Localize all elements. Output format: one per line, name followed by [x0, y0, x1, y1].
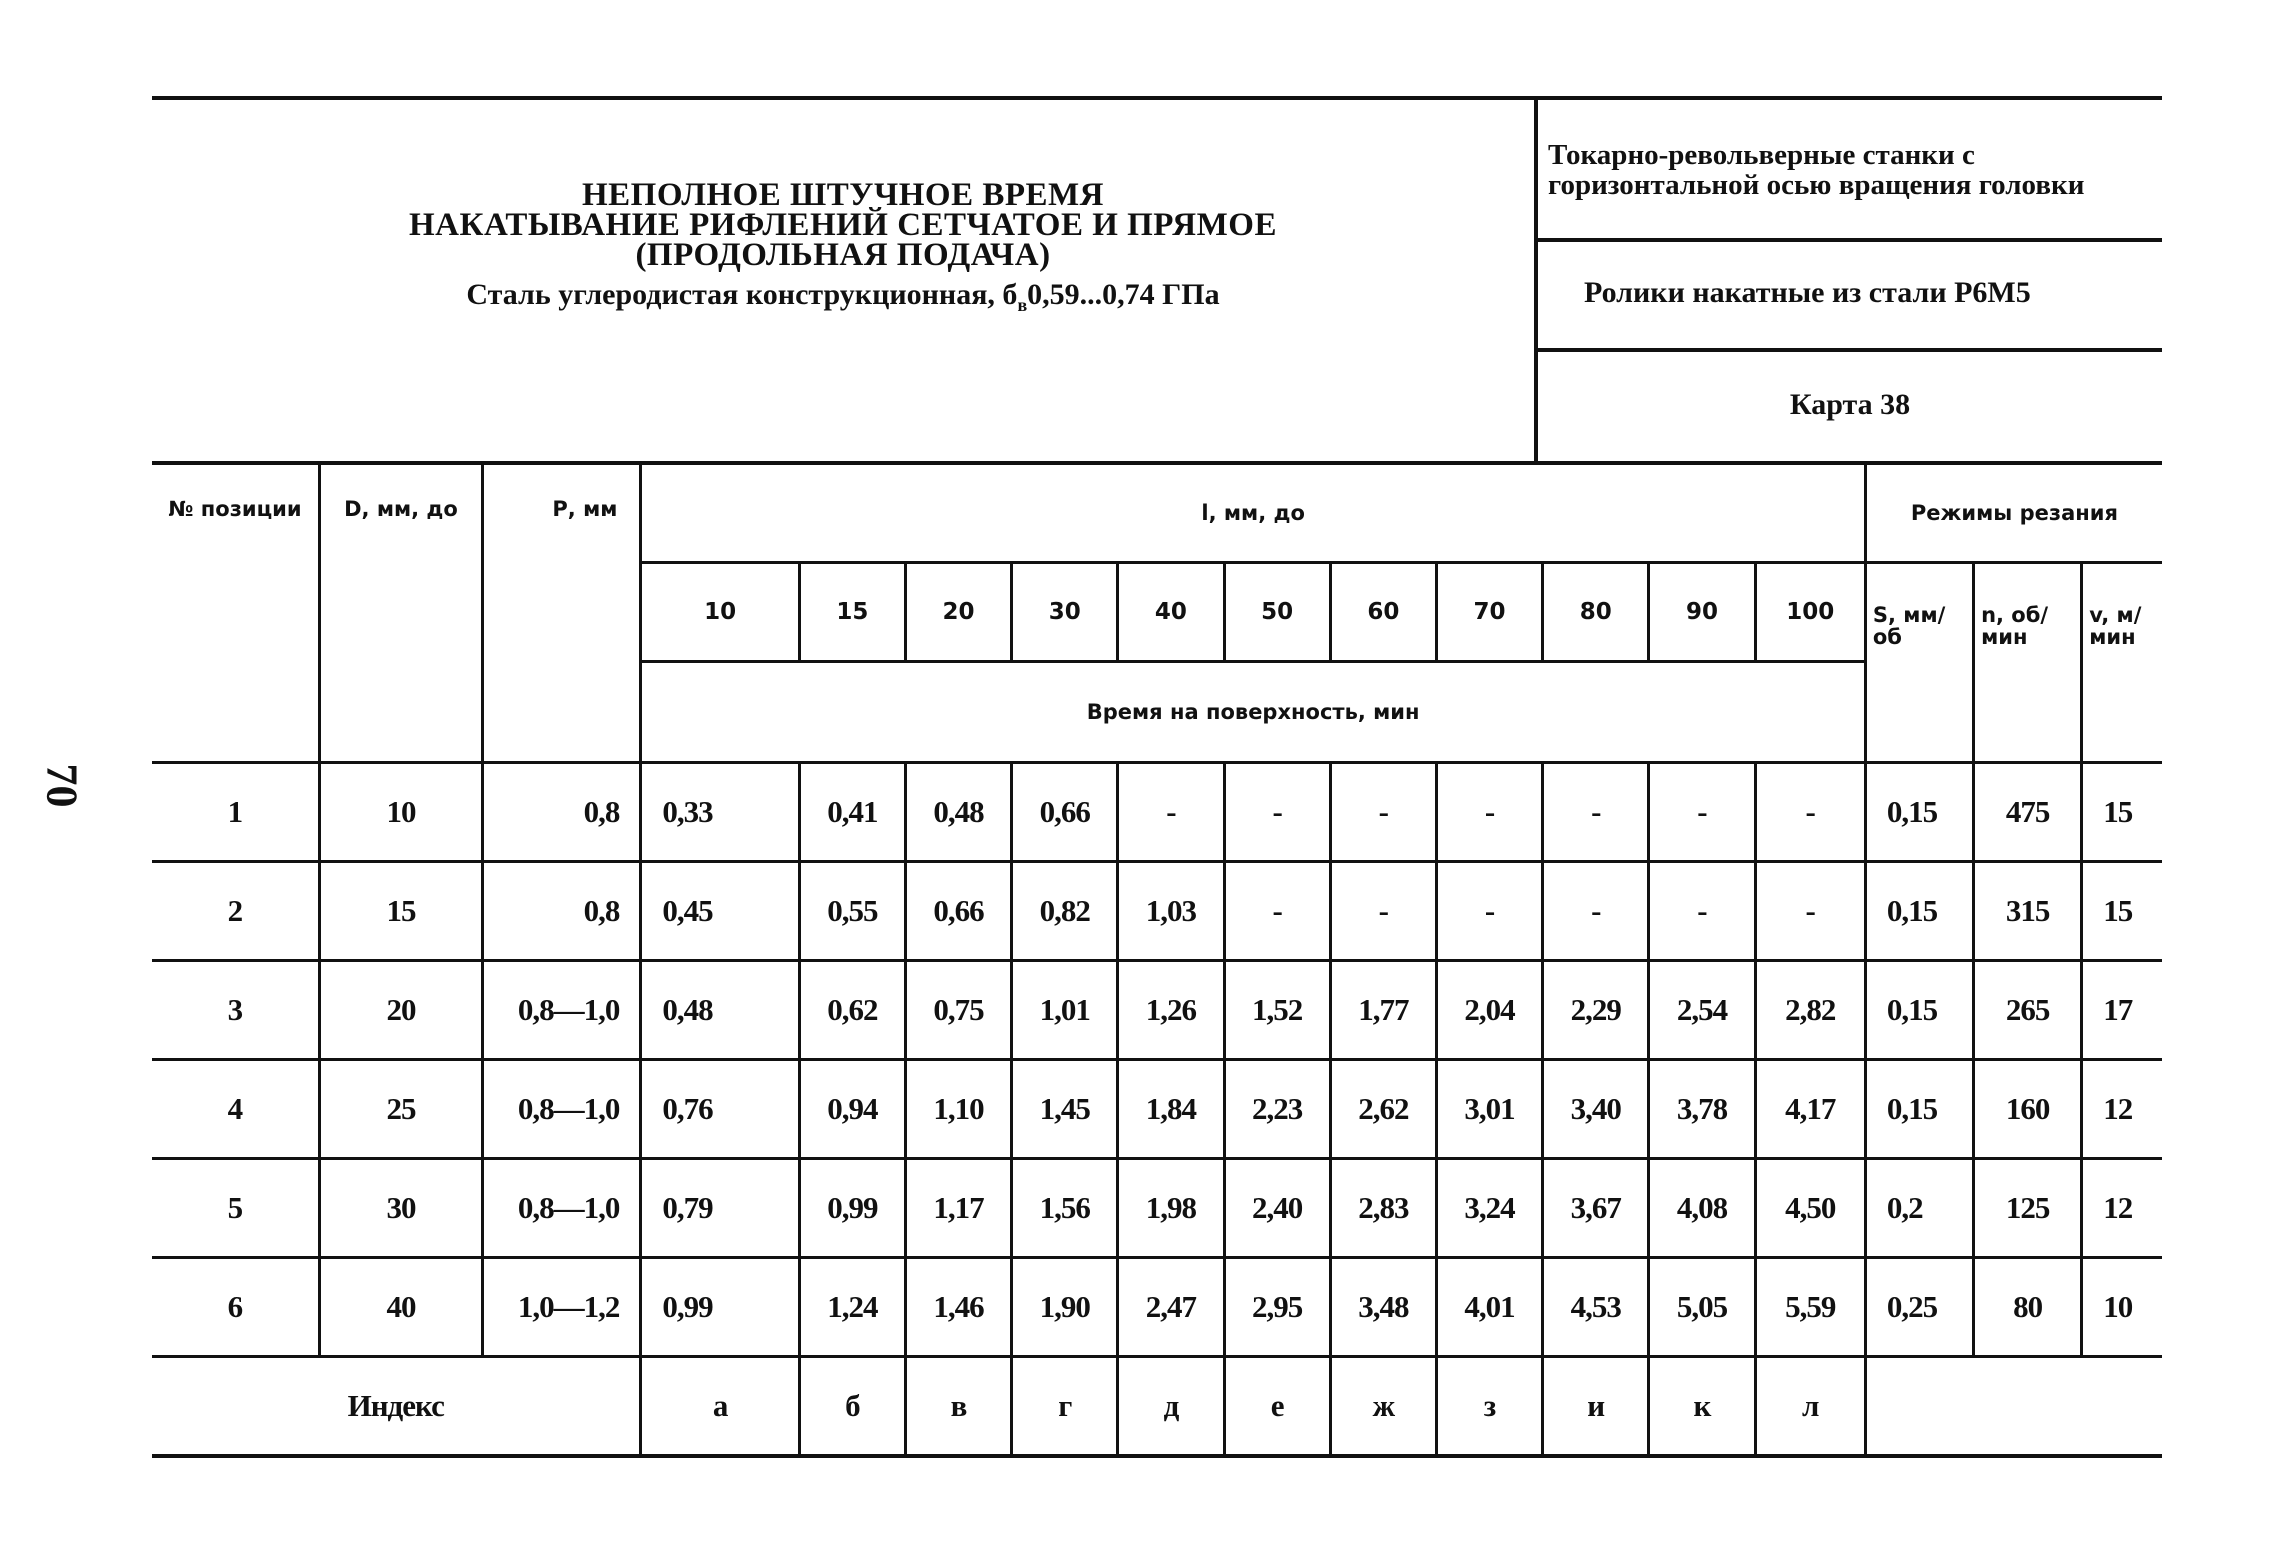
- time-cell: -: [1224, 763, 1330, 862]
- time-cell: 2,54: [1649, 961, 1755, 1060]
- title-line-2: НАКАТЫВАНИЕ РИФЛЕНИЙ СЕТЧАТОЕ И ПРЯМОЕ: [409, 207, 1277, 243]
- index-letter: е: [1224, 1357, 1330, 1457]
- time-cell: 4,08: [1649, 1159, 1755, 1258]
- machine-line-1: Токарно-револьверные станки с: [1548, 139, 1975, 171]
- time-cell: 1,17: [905, 1159, 1011, 1258]
- s-cell: 0,15: [1865, 1060, 1973, 1159]
- time-cell: 5,59: [1755, 1258, 1865, 1357]
- l-value: 40: [1118, 563, 1224, 662]
- time-cell: 2,62: [1330, 1060, 1436, 1159]
- time-cell: 1,46: [905, 1258, 1011, 1357]
- position-cell: 6: [152, 1258, 319, 1357]
- time-cell: 0,99: [641, 1258, 799, 1357]
- time-cell: 3,48: [1330, 1258, 1436, 1357]
- v-cell: 15: [2082, 763, 2162, 862]
- time-cell: 0,66: [905, 862, 1011, 961]
- time-cell: 1,45: [1012, 1060, 1118, 1159]
- time-cell: -: [1330, 862, 1436, 961]
- position-cell: 5: [152, 1159, 319, 1258]
- v-cell: 12: [2082, 1060, 2162, 1159]
- material-line: [152, 278, 1534, 316]
- machine-line-2: горизонтальной осью вращения головки: [1548, 169, 2085, 201]
- index-empty: [1865, 1357, 2162, 1457]
- tool-info: Ролики накатные из стали Р6М5: [1538, 242, 2162, 352]
- col-l-header: l, мм, до: [641, 463, 1865, 563]
- machine-type: [1538, 100, 2162, 242]
- l-value: 50: [1224, 563, 1330, 662]
- n-cell: 315: [1974, 862, 2082, 961]
- title-line-1: НЕПОЛНОЕ ШТУЧНОЕ ВРЕМЯ: [581, 177, 1104, 213]
- time-cell: 0,48: [905, 763, 1011, 862]
- p-cell: 0,8—1,0: [483, 1159, 641, 1258]
- time-cell: -: [1330, 763, 1436, 862]
- col-d-header: D, мм, до: [319, 463, 482, 763]
- info-block: [1538, 100, 2162, 465]
- l-value: 30: [1012, 563, 1118, 662]
- index-row: [152, 1357, 2162, 1457]
- l-value: 60: [1330, 563, 1436, 662]
- time-cell: 0,41: [799, 763, 905, 862]
- index-letter: и: [1543, 1357, 1649, 1457]
- position-cell: 3: [152, 961, 319, 1060]
- material-subscript: в: [1017, 295, 1028, 315]
- time-cell: 0,76: [641, 1060, 799, 1159]
- index-letter: а: [641, 1357, 799, 1457]
- d-cell: 20: [319, 961, 482, 1060]
- index-letter: л: [1755, 1357, 1865, 1457]
- n-cell: 475: [1974, 763, 2082, 862]
- title-line-3: (ПРОДОЛЬНАЯ ПОДАЧА): [635, 237, 1051, 273]
- time-cell: 1,77: [1330, 961, 1436, 1060]
- l-value: 20: [905, 563, 1011, 662]
- card-header: [152, 96, 2162, 465]
- col-modes-header: Режимы резания: [1865, 463, 2162, 563]
- col-v-header: v, м/мин: [2082, 563, 2162, 763]
- index-label: Индекс: [152, 1357, 641, 1457]
- time-caption: Время на поверхность, мин: [641, 662, 1865, 763]
- p-cell: 0,8—1,0: [483, 1060, 641, 1159]
- time-cell: 4,17: [1755, 1060, 1865, 1159]
- time-cell: -: [1224, 862, 1330, 961]
- material-prefix: Сталь углеродистая конструкционная, б: [466, 278, 1018, 311]
- time-cell: 4,01: [1436, 1258, 1542, 1357]
- time-cell: 1,98: [1118, 1159, 1224, 1258]
- time-cell: 3,24: [1436, 1159, 1542, 1258]
- time-cell: 5,05: [1649, 1258, 1755, 1357]
- time-cell: 3,01: [1436, 1060, 1542, 1159]
- time-cell: -: [1436, 763, 1542, 862]
- time-cell: 1,01: [1012, 961, 1118, 1060]
- table-row: [152, 1060, 2162, 1159]
- time-cell: 0,55: [799, 862, 905, 961]
- time-cell: 4,53: [1543, 1258, 1649, 1357]
- index-letter: б: [799, 1357, 905, 1457]
- l-value: 90: [1649, 563, 1755, 662]
- v-cell: 12: [2082, 1159, 2162, 1258]
- time-cell: 0,79: [641, 1159, 799, 1258]
- time-cell: 2,83: [1330, 1159, 1436, 1258]
- d-cell: 40: [319, 1258, 482, 1357]
- v-cell: 10: [2082, 1258, 2162, 1357]
- table-row: [152, 961, 2162, 1060]
- l-value: 70: [1436, 563, 1542, 662]
- time-cell: -: [1649, 763, 1755, 862]
- time-cell: -: [1118, 763, 1224, 862]
- time-cell: 0,94: [799, 1060, 905, 1159]
- n-cell: 125: [1974, 1159, 2082, 1258]
- norms-table: [152, 461, 2162, 1458]
- d-cell: 15: [319, 862, 482, 961]
- time-cell: 0,62: [799, 961, 905, 1060]
- p-cell: 1,0—1,2: [483, 1258, 641, 1357]
- time-cell: 1,52: [1224, 961, 1330, 1060]
- table-row: [152, 763, 2162, 862]
- index-letter: ж: [1330, 1357, 1436, 1457]
- s-cell: 0,15: [1865, 763, 1973, 862]
- time-cell: 2,29: [1543, 961, 1649, 1060]
- index-letter: к: [1649, 1357, 1755, 1457]
- time-cell: 0,82: [1012, 862, 1118, 961]
- time-cell: 0,48: [641, 961, 799, 1060]
- d-cell: 25: [319, 1060, 482, 1159]
- col-n-header: n, об/мин: [1974, 563, 2082, 763]
- time-cell: 1,84: [1118, 1060, 1224, 1159]
- time-cell: 0,45: [641, 862, 799, 961]
- time-cell: 1,24: [799, 1258, 905, 1357]
- time-cell: -: [1755, 862, 1865, 961]
- time-cell: 2,47: [1118, 1258, 1224, 1357]
- time-cell: 1,10: [905, 1060, 1011, 1159]
- s-cell: 0,15: [1865, 862, 1973, 961]
- table-row: [152, 1159, 2162, 1258]
- index-letter: з: [1436, 1357, 1542, 1457]
- time-cell: 0,75: [905, 961, 1011, 1060]
- s-cell: 0,2: [1865, 1159, 1973, 1258]
- title-block: [152, 100, 1538, 465]
- index-letter: д: [1118, 1357, 1224, 1457]
- d-cell: 10: [319, 763, 482, 862]
- col-position-header: № позиции: [152, 463, 319, 763]
- time-cell: 3,40: [1543, 1060, 1649, 1159]
- col-p-header: Р, мм: [483, 463, 641, 763]
- n-cell: 265: [1974, 961, 2082, 1060]
- time-cell: 2,40: [1224, 1159, 1330, 1258]
- time-cell: 0,99: [799, 1159, 905, 1258]
- position-cell: 2: [152, 862, 319, 961]
- n-cell: 160: [1974, 1060, 2082, 1159]
- time-cell: -: [1436, 862, 1542, 961]
- material-suffix: 0,59...0,74 ГПа: [1027, 278, 1220, 311]
- time-cell: -: [1649, 862, 1755, 961]
- time-cell: 2,04: [1436, 961, 1542, 1060]
- time-cell: 0,33: [641, 763, 799, 862]
- time-cell: 3,67: [1543, 1159, 1649, 1258]
- time-cell: 3,78: [1649, 1060, 1755, 1159]
- time-cell: 4,50: [1755, 1159, 1865, 1258]
- d-cell: 30: [319, 1159, 482, 1258]
- time-cell: 1,90: [1012, 1258, 1118, 1357]
- l-value: 100: [1755, 563, 1865, 662]
- time-cell: -: [1543, 862, 1649, 961]
- position-cell: 4: [152, 1060, 319, 1159]
- table-row: [152, 862, 2162, 961]
- index-letter: г: [1012, 1357, 1118, 1457]
- col-s-header: S, мм/об: [1865, 563, 1973, 763]
- time-cell: 1,26: [1118, 961, 1224, 1060]
- position-cell: 1: [152, 763, 319, 862]
- p-cell: 0,8—1,0: [483, 961, 641, 1060]
- s-cell: 0,25: [1865, 1258, 1973, 1357]
- s-cell: 0,15: [1865, 961, 1973, 1060]
- time-cell: 1,56: [1012, 1159, 1118, 1258]
- v-cell: 15: [2082, 862, 2162, 961]
- card-number: Карта 38: [1789, 388, 1911, 421]
- header-row-1: [152, 463, 2162, 563]
- time-cell: 0,66: [1012, 763, 1118, 862]
- time-cell: 1,03: [1118, 862, 1224, 961]
- l-value: 15: [799, 563, 905, 662]
- time-cell: -: [1543, 763, 1649, 862]
- p-cell: 0,8: [483, 763, 641, 862]
- time-cell: -: [1755, 763, 1865, 862]
- n-cell: 80: [1974, 1258, 2082, 1357]
- l-value: 80: [1543, 563, 1649, 662]
- table-row: [152, 1258, 2162, 1357]
- page-number: 70: [37, 763, 87, 808]
- v-cell: 17: [2082, 961, 2162, 1060]
- time-cell: 2,82: [1755, 961, 1865, 1060]
- time-cell: 2,23: [1224, 1060, 1330, 1159]
- l-value: 10: [641, 563, 799, 662]
- title: [152, 177, 1534, 273]
- index-letter: в: [905, 1357, 1011, 1457]
- p-cell: 0,8: [483, 862, 641, 961]
- time-cell: 2,95: [1224, 1258, 1330, 1357]
